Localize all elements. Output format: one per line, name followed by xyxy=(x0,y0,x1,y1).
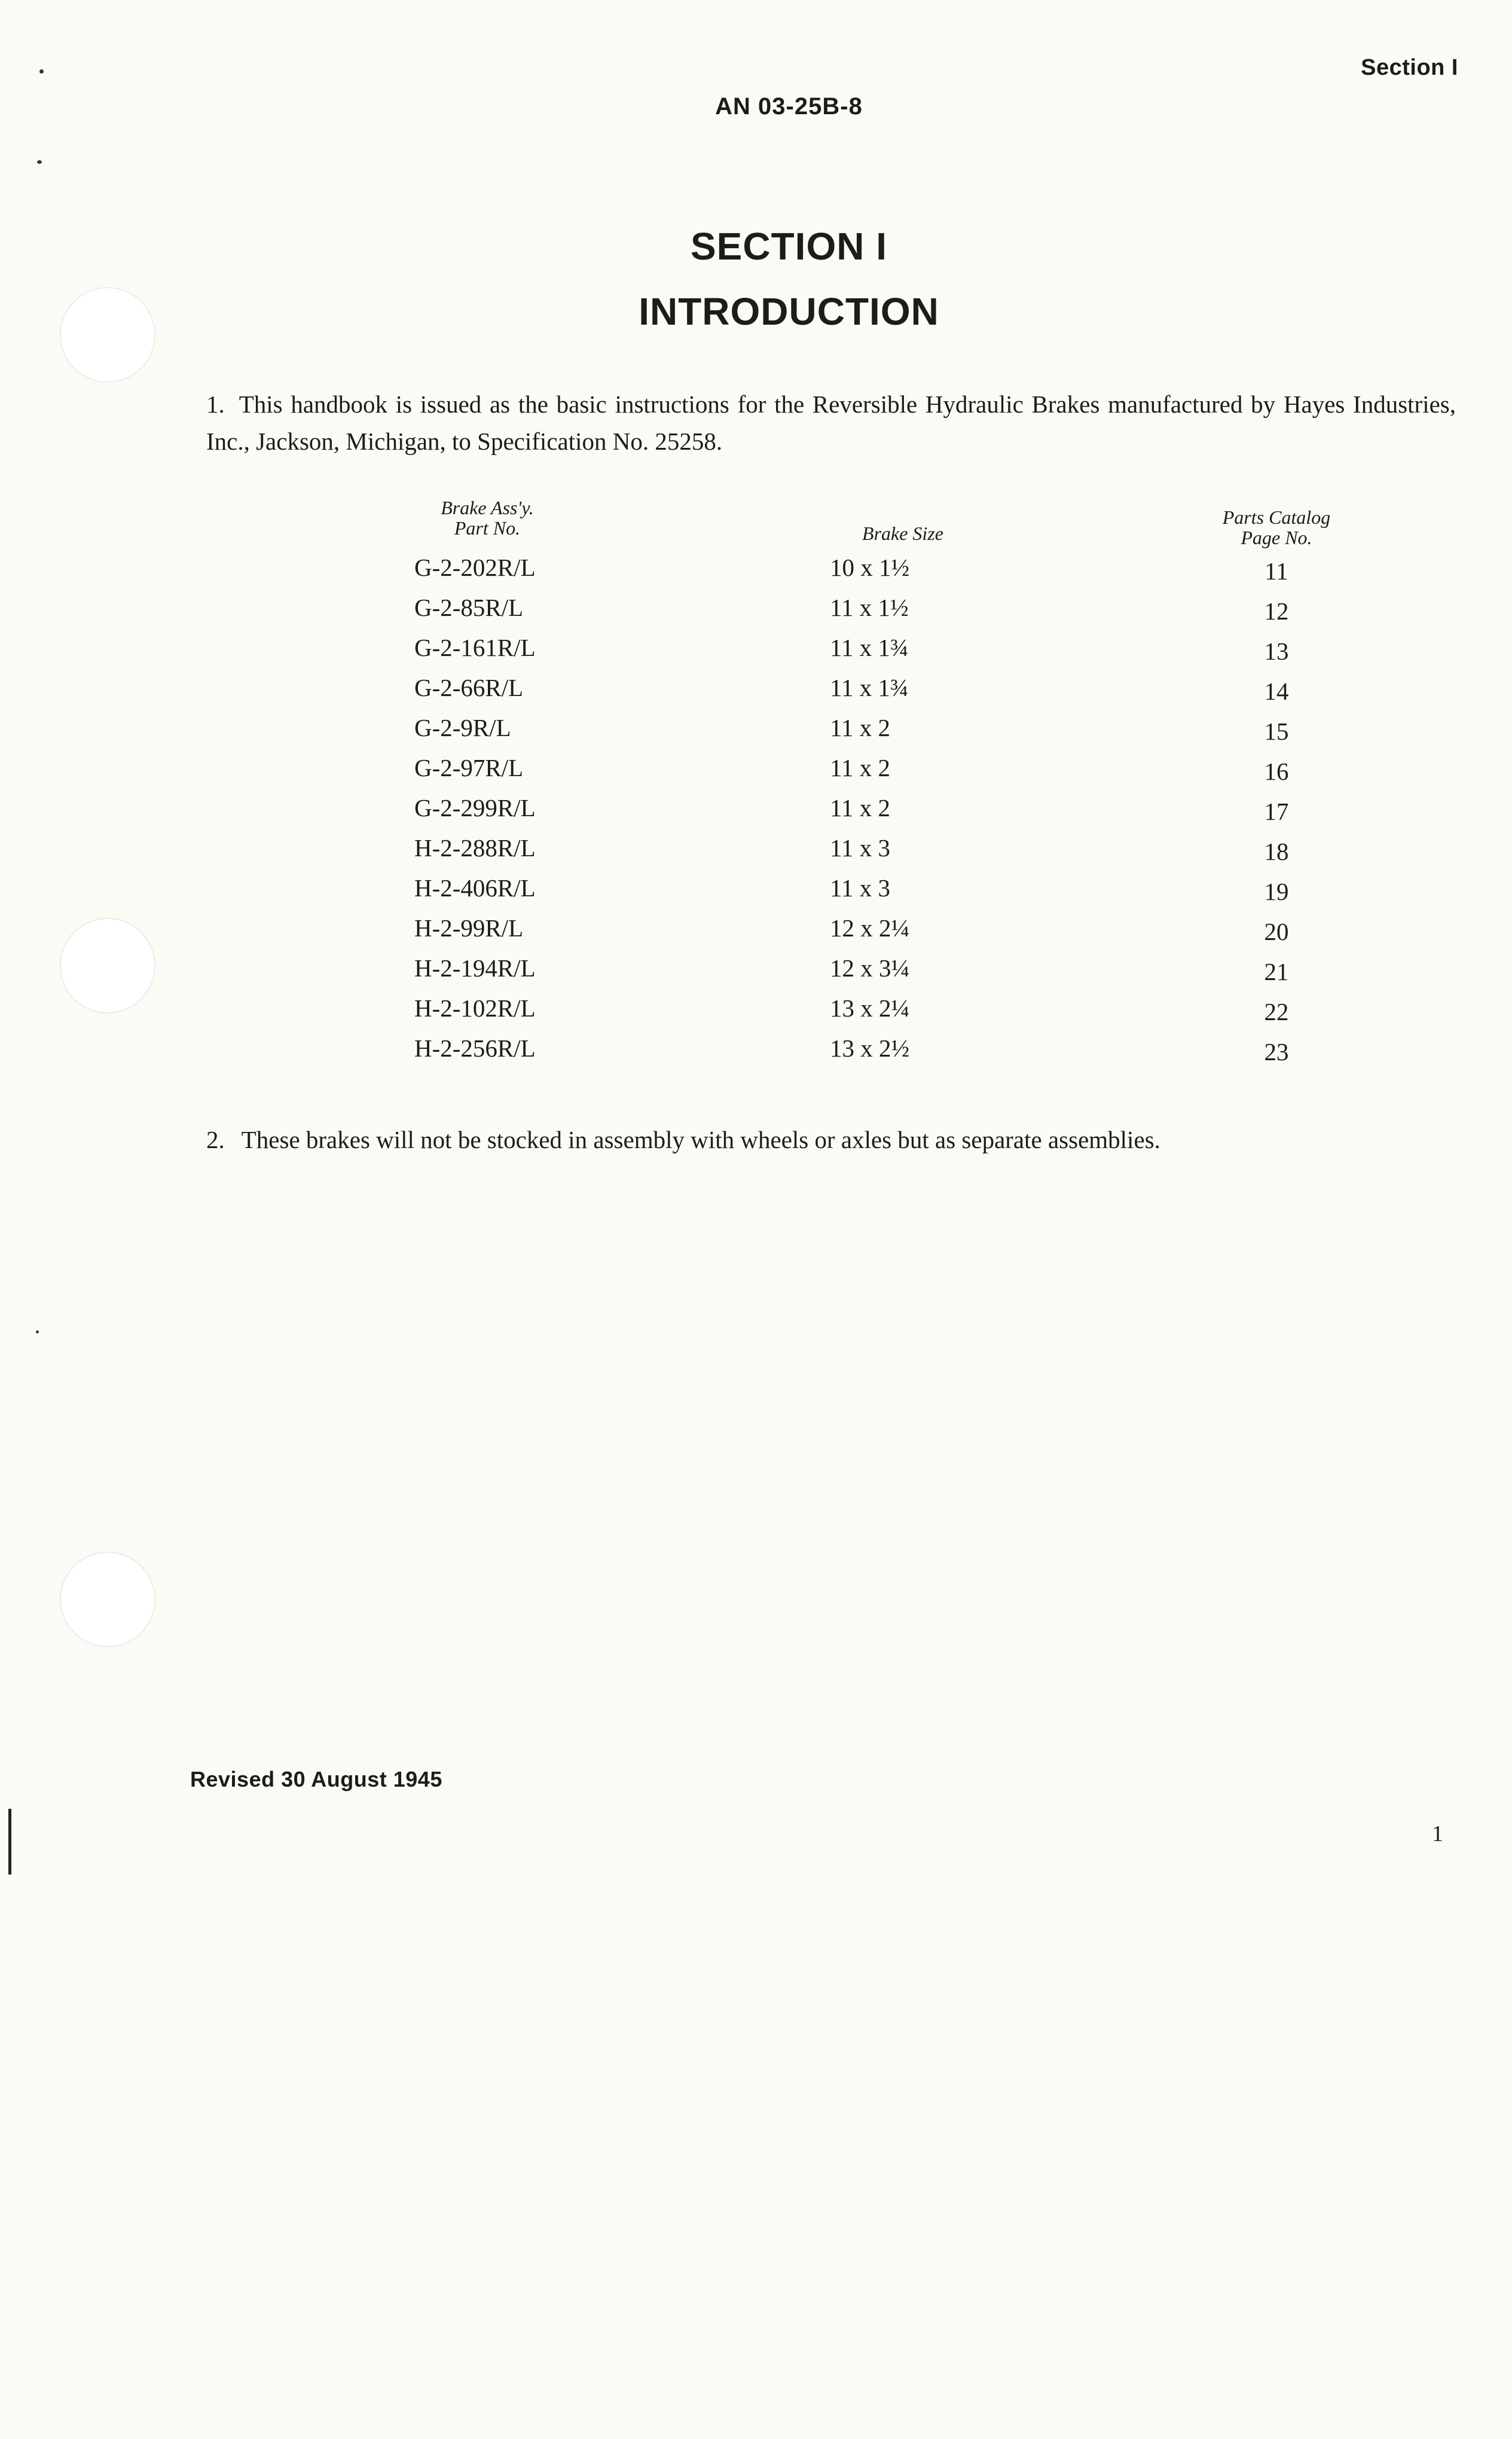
print-speck xyxy=(36,1330,39,1333)
brake-size-cell: 11 x 3 xyxy=(830,834,890,862)
print-speck xyxy=(37,160,42,164)
table-row xyxy=(0,553,1512,593)
page-number-cell: 18 xyxy=(1264,838,1289,865)
part-number-cell: G-2-97R/L xyxy=(414,754,524,782)
paragraph-text: These brakes will not be stocked in assembly with wheels or axles but as separate assemblies. xyxy=(241,1126,1160,1153)
page-number-cell: 16 xyxy=(1264,758,1289,785)
column-header-part-no xyxy=(419,497,556,538)
section-title: SECTION I xyxy=(690,225,888,268)
column-header-brake-size: Brake Size xyxy=(862,523,943,544)
paragraph-2 xyxy=(206,1121,1456,1158)
page-number-cell: 17 xyxy=(1264,798,1289,825)
section-subtitle: INTRODUCTION xyxy=(639,290,939,333)
page-number-cell: 23 xyxy=(1264,1038,1289,1066)
brake-size-cell: 12 x 3¼ xyxy=(830,954,910,982)
table-row xyxy=(0,633,1512,673)
column-header-line: Page No. xyxy=(1241,527,1312,548)
part-number-cell: G-2-299R/L xyxy=(414,794,536,822)
table-row xyxy=(0,834,1512,874)
brake-size-cell: 10 x 1½ xyxy=(830,554,910,581)
table-row xyxy=(0,593,1512,633)
revision-date: Revised 30 August 1945 xyxy=(190,1767,442,1791)
page-number: 1 xyxy=(1432,1821,1443,1846)
table-row xyxy=(0,954,1512,994)
column-header-line: Brake Ass'y. xyxy=(441,497,534,518)
table-row xyxy=(0,673,1512,713)
page-number-cell: 20 xyxy=(1264,918,1289,945)
table-row xyxy=(0,1034,1512,1074)
edge-mark xyxy=(8,1809,11,1875)
part-number-cell: H-2-256R/L xyxy=(414,1034,536,1062)
brake-size-cell: 12 x 2¼ xyxy=(830,914,910,942)
brake-size-cell: 11 x 2 xyxy=(830,794,890,822)
part-number-cell: H-2-194R/L xyxy=(414,954,536,982)
table-row xyxy=(0,994,1512,1034)
part-number-cell: G-2-85R/L xyxy=(414,594,524,621)
paragraph-1 xyxy=(206,386,1456,460)
part-number-cell: G-2-9R/L xyxy=(414,714,511,741)
part-number-cell: G-2-202R/L xyxy=(414,554,536,581)
section-corner-label: Section I xyxy=(1361,55,1458,80)
brake-size-cell: 11 x 1½ xyxy=(830,594,909,621)
page-number-cell: 14 xyxy=(1264,677,1289,705)
table-row xyxy=(0,874,1512,914)
brake-size-cell: 11 x 3 xyxy=(830,874,890,902)
page-number-cell: 11 xyxy=(1264,557,1288,585)
part-number-cell: H-2-288R/L xyxy=(414,834,536,862)
page-number-cell: 21 xyxy=(1264,958,1289,985)
punch-hole xyxy=(60,1552,155,1647)
document-number: AN 03-25B-8 xyxy=(715,93,863,120)
page-number-cell: 12 xyxy=(1264,597,1289,625)
brake-size-cell: 13 x 2½ xyxy=(830,1034,910,1062)
column-header-line: Part No. xyxy=(454,517,521,539)
part-number-cell: H-2-406R/L xyxy=(414,874,536,902)
print-speck xyxy=(39,69,44,74)
paragraph-number: 2. xyxy=(206,1126,225,1153)
part-number-cell: G-2-161R/L xyxy=(414,634,536,661)
page-number-cell: 22 xyxy=(1264,998,1289,1025)
brake-size-cell: 11 x 1¾ xyxy=(830,674,909,701)
part-number-cell: H-2-99R/L xyxy=(414,914,524,942)
brake-size-cell: 11 x 2 xyxy=(830,714,890,741)
paragraph-number: 1. xyxy=(206,390,225,418)
page-number-cell: 19 xyxy=(1264,878,1289,905)
part-number-cell: G-2-66R/L xyxy=(414,674,524,701)
table-row xyxy=(0,753,1512,793)
brake-size-cell: 13 x 2¼ xyxy=(830,994,910,1022)
brake-size-cell: 11 x 2 xyxy=(830,754,890,782)
table-row xyxy=(0,914,1512,954)
part-number-cell: H-2-102R/L xyxy=(414,994,536,1022)
page-number-cell: 13 xyxy=(1264,637,1289,665)
table-row xyxy=(0,793,1512,834)
paragraph-text: This handbook is issued as the basic instructions for the Reversible Hydraulic Brakes manufactured by Hayes Industries, Inc., Jackson, Michigan, to Specification No. 25258. xyxy=(206,390,1456,455)
column-header-line: Parts Catalog xyxy=(1222,506,1331,528)
table-row xyxy=(0,713,1512,753)
page-number-cell: 15 xyxy=(1264,718,1289,745)
brake-size-cell: 11 x 1¾ xyxy=(830,634,909,661)
